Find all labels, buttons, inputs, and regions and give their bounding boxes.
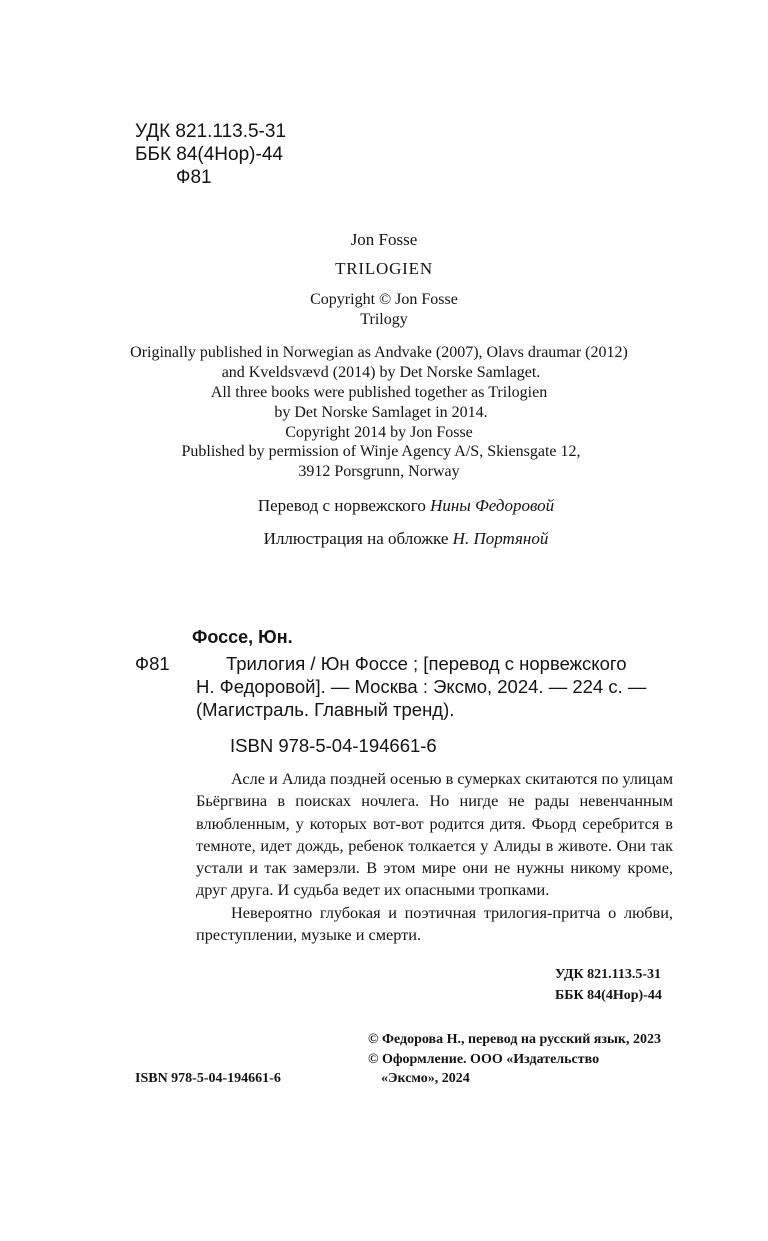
bbk-index: ББК 84(4Нор)-44 (135, 144, 283, 165)
translator-name: Нины Федоровой (430, 496, 555, 515)
classification-udk: УДК 821.113.5-31 (555, 967, 662, 982)
design-copyright-cont: «Эксмо», 2024 (381, 1071, 470, 1086)
annotation-paragraph: Невероятно глубокая и поэтичная трилогия-притча о любви, преступлении, музыке и смерти. (196, 902, 673, 945)
publication-line: 3912 Porsgrunn, Norway (298, 463, 460, 480)
publication-line: Copyright 2014 by Jon Fosse (285, 424, 473, 441)
footer-isbn: ISBN 978-5-04-194661-6 (135, 1071, 281, 1086)
author-mark: Ф81 (176, 167, 212, 188)
bib-author: Фоссе, Юн. (192, 627, 293, 647)
design-copyright: © Оформление. ООО «Издательство (368, 1052, 600, 1067)
original-title: TRILOGIEN (335, 259, 433, 278)
illustration-prefix: Иллюстрация на обложке (263, 529, 449, 548)
illustration-credit (22, 529, 768, 549)
bib-code: Ф81 (135, 653, 170, 674)
illustrator-name: Н. Портяной (452, 529, 549, 548)
udk-index: УДК 821.113.5-31 (135, 121, 287, 142)
trilogy-line: Trilogy (360, 311, 408, 328)
annotation (196, 768, 673, 946)
copyright-line: Copyright © Jon Fosse (310, 291, 458, 308)
bib-line: Н. Федоровой]. — Москва : Эксмо, 2024. — 224 с. — (196, 676, 647, 697)
bib-line: Трилогия / Юн Фоссе ; [перевод с норвежского (226, 653, 627, 674)
original-author: Jon Fosse (350, 230, 418, 249)
translation-prefix: Перевод с норвежского (257, 496, 426, 515)
bib-line: (Магистраль. Главный тренд). (196, 699, 455, 720)
publication-line: and Kveldsvævd (2014) by Det Norske Samlaget. (221, 364, 541, 381)
classification-bbk: ББК 84(4Нор)-44 (555, 988, 662, 1003)
publication-line: Originally published in Norwegian as Andvake (2007), Olavs draumar (2012) (130, 344, 628, 361)
publication-line: by Det Norske Samlaget in 2014. (274, 404, 488, 421)
annotation-paragraph: Асле и Алида поздней осенью в сумерках скитаются по улицам Бьёргвина в поисках ночлега. Но нигде не рады невенчанным влюбленным, у которых вот-вот родится дитя. Фьорд серебрится в темноте, идет дождь, ребенок толкается у Алиды в животе. Они так устали и так замерзли. В этом мире они не нужны никому кроме, друг друга. И судьба ведет их опасными тропками. (196, 769, 673, 900)
bib-isbn: ISBN 978-5-04-194661-6 (230, 735, 437, 756)
translation-credit (22, 496, 768, 516)
publication-line: Published by permission of Winje Agency A/S, Skiensgate 12, (181, 443, 581, 460)
translation-copyright: © Федорова Н., перевод на русский язык, 2023 (368, 1032, 661, 1047)
publication-line: All three books were published together as Trilogien (210, 384, 548, 401)
